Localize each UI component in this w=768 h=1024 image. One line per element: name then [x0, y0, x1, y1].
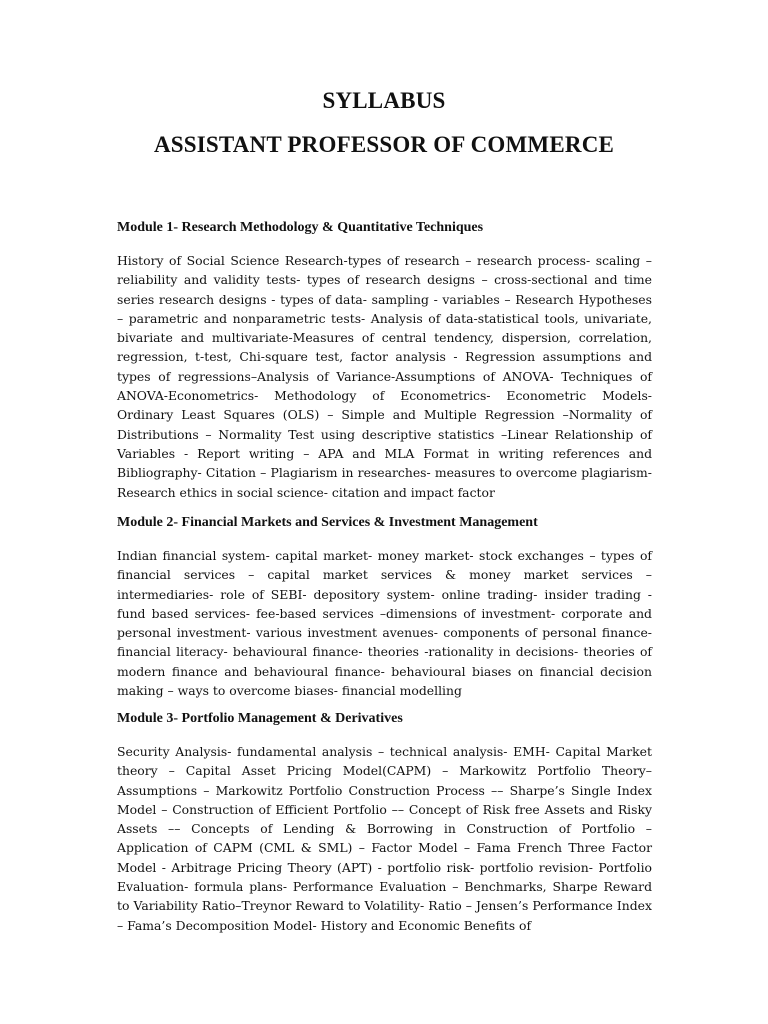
module-2-heading: Module 2- Financial Markets and Services & Investment Management: [117, 515, 538, 530]
module-1-body: History of Social Science Research-types of research – research process- scaling – reliability and validity tests- types of research designs – cross-sectional and time series research designs - types of data- sampling - variables – Research Hypotheses – parametric and nonparametric tests- Analysis of data-statistical tools, univariate, bivariate and multivariate-Measures of central tendency, dispersion, correlation, regression, t-test, Chi-square test, factor analysis - Regression assumptions and types of regressions–Analysis of Variance-Assumptions of ANOVA- Techniques of ANOVA-Econometrics- Methodology of Econometrics- Econometric Models- Ordinary Least Squares (OLS) – Simple and Multiple Regression –Normality of Distributions – Normality Test using descriptive statistics –Linear Relationship of Variables - Report writing – APA and MLA Format in writing references and Bibliography- Citation – Plagiarism in researches- measures to overcome plagiarism- Research ethics in social science- citation and impact factor: [117, 253, 652, 500]
module-3-heading: Module 3- Portfolio Management & Derivatives: [117, 711, 403, 726]
document-subtitle: ASSISTANT PROFESSOR OF COMMERCE: [153, 132, 615, 157]
module-1-heading: Module 1- Research Methodology & Quantitative Techniques: [117, 220, 484, 235]
document-title: SYLLABUS: [322, 88, 446, 113]
module-2-body: Indian financial system- capital market- money market- stock exchanges – types of financial services – capital market services & money market services – intermediaries- role of SEBI- depository system- online trading- insider trading - fund based services- fee-based services –dimensions of investment- corporate and personal investment- various investment avenues- components of personal finance- financial literacy- behavioural finance- theories -rationality in decisions- theories of modern finance and behavioural finance- behavioural biases on financial decision making – ways to overcome biases- financial modelling: [117, 548, 652, 699]
module-3-body: Security Analysis- fundamental analysis – technical analysis- EMH- Capital Market theory – Capital Asset Pricing Model(CAPM) – Markowitz Portfolio Theory– Assumptions – Markowitz Portfolio Construction Process –– Sharpe’s Single Index Model – Construction of Efficient Portfolio –– Concept of Risk free Assets and Risky Assets –– Concepts of Lending & Borrowing in Construction of Portfolio – Application of CAPM (CML & SML) – Factor Model – Fama French Three Factor Model - Arbitrage Pricing Theory (APT) - portfolio risk- portfolio revision- Portfolio Evaluation- formula plans- Performance Evaluation – Benchmarks, Sharpe Reward to Variability Ratio–Treynor Reward to Volatility- Ratio – Jensen’s Performance Index – Fama’s Decomposition Model- History and Economic Benefits of: [117, 744, 652, 933]
